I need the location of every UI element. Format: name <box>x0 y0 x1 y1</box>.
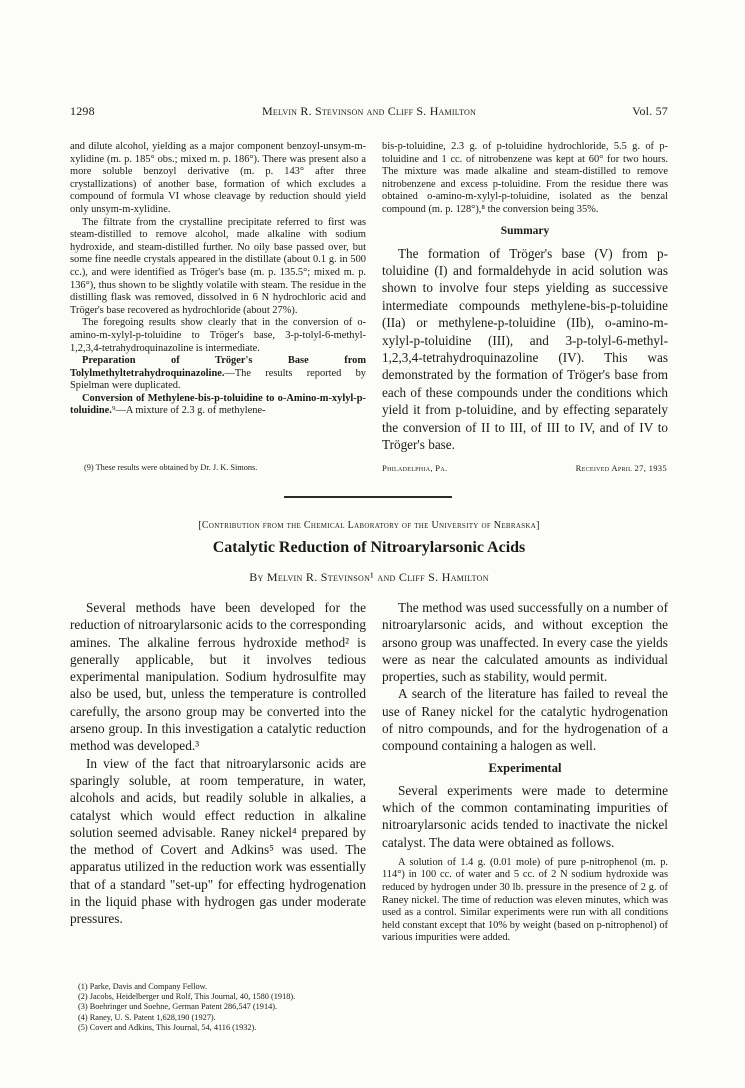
article-title: Catalytic Reduction of Nitroarylarsonic Acids <box>212 539 526 556</box>
footnote: (9) These results were obtained by Dr. J. K. Simons. <box>84 463 258 472</box>
paragraph-text: —The results reported by Spielman were duplicated. <box>70 367 366 392</box>
prev-article-left-column <box>70 141 366 418</box>
paragraph: The filtrate from the crystalline precipitate referred to first was steam-distilled to remove alcohol, made alkaline with sodium hydroxide, and steam-distilled further. No oily base passed over, but some fine needle crystals appeared in the distillate (about 0.1 g. in 500 cc.), and were identified as Tröger's base (m. p. 135.5°; mixed m. p. 136°), thus shown to be slightly volatile with steam. The residue in the distilling flask was removed, dissolved in 6 N hydrochloric acid and Tröger's base recovered as hydrochloride (about 27%). <box>70 216 366 316</box>
paragraph: Several methods have been developed for the reduction of nitroarylarsonic acids to the corresponding amines. The alkaline ferrous hydroxide method² is generally applicable, but it involves tedious experimental manipulation. Sodium hydrosulfite may also be used, but, unless the temperature is controlled carefully, the arsono group may be converted into the arseno group. In this investigation a catalytic reduction method was developed.³ <box>70 600 366 754</box>
paragraph <box>70 355 366 393</box>
received-date: Received April 27, 1935 <box>575 463 667 473</box>
paragraph: The foregoing results show clearly that in the conversion of o-amino-m-xylyl-p-toluidine to Tröger's base, 3-p-tolyl-6-methyl-1,2,3,4-tetrahydroquinazoline is intermediate. <box>70 317 366 354</box>
paragraph: A search of the literature has failed to reveal the use of Raney nickel for the catalytic hydrogenation of nitro compounds, and for the hydrogenation of a compound containing a halogen as well. <box>382 686 668 754</box>
footnote: (2) Jacobs, Heidelberger und Rolf, This Journal, 40, 1580 (1918). <box>78 992 296 1002</box>
paragraph: and dilute alcohol, yielding as a major component benzoyl-unsym-m-xylidine (m. p. 185° obs.; mixed m. p. 186°). There was present also a more soluble benzoyl derivative (m. p. 143° after three crystallizations) of another base, formation of which excludes a compound of formula VI whose cleavage by reduction should yield only unsym-m-xylidine. <box>70 141 366 215</box>
page-number: 1298 <box>70 104 95 118</box>
inline-heading: Preparation of Tröger's Base from Tolylmethyltetrahydroquinazoline. <box>70 355 366 379</box>
article-separator-rule <box>284 496 452 498</box>
paragraph: The method was used successfully on a number of nitroarylarsonic acids, and without exception the arsono group was unaffected. In every case the yields were as near the calculated amounts as individual properties, such as stability, would permit. <box>382 600 668 685</box>
footnote: (1) Parke, Davis and Company Fellow. <box>78 982 208 991</box>
summary-paragraph: The formation of Tröger's base (V) from p-toluidine (I) and formaldehyde in acid solution was shown to involve four steps yielding as successive intermediate compounds methylene-bis-p-toluidine (IIa) or methylene-p-toluidine (IIb), o-amino-m-xylyl-p-toluidine (III), and 3-p-tolyl-6-methyl-1,2,3,4-tetrahydroquinazoline (IV). This was demonstrated by the formation of Tröger's base from each of these compounds under the conditions which yield it from p-toluidine, and by effecting separately the conversion of II to III, of III to IV, and of IV to Tröger's base. <box>382 245 668 453</box>
inline-heading: Conversion of Methylene-bis-p-toluidine to o-Amino-m-xylyl-p-toluidine. <box>70 392 366 417</box>
paragraph-text: ⁹—A mixture of 2.3 g. of methylene- <box>111 405 266 417</box>
volume-number: Vol. 57 <box>632 104 668 118</box>
paragraph: In view of the fact that nitroarylarsonic acids are sparingly soluble, at room temperature, in water, alcohols and acids, but readily soluble in alkalies, a catalyst which would effect reduction in alkaline solution seemed advisable. Raney nickel⁴ prepared by the method of Covert and Adkins⁵ was used. The apparatus utilized in the reduction work was essentially that of a standard "set-up" for effecting hydrogenation in the liquid phase with hydrogen gas under moderate pressures. <box>70 755 366 927</box>
paragraph: Several experiments were made to determine which of the common contaminating impurities of nitroarylarsonic acids tended to inactivate the nickel catalyst. The data were obtained as follows. <box>382 782 668 850</box>
footnote: (5) Covert and Adkins, This Journal, 54, 4116 (1932). <box>78 1022 257 1032</box>
author-location: Philadelphia, Pa. <box>382 463 448 473</box>
prev-article-right-column <box>382 141 668 453</box>
footnote: (4) Raney, U. S. Patent 1,628,190 (1927). <box>78 1012 216 1022</box>
page-header <box>70 104 668 122</box>
article-left-column <box>70 599 366 928</box>
summary-heading: Summary <box>500 224 550 237</box>
running-title: Melvin R. Stevinson and Cliff S. Hamilton <box>262 104 476 118</box>
experimental-heading: Experimental <box>488 760 562 775</box>
article-right-column <box>382 599 668 945</box>
contribution-line: [Contribution from the Chemical Laboratory of the University of Nebraska] <box>198 520 540 531</box>
paragraph <box>70 393 366 418</box>
paragraph: A solution of 1.4 g. (0.01 mole) of pure p-nitrophenol (m. p. 114°) in 100 cc. of water and 5 cc. of 2 N sodium hydroxide was reduced by hydrogen under 30 lb. pressure in the presence of 2 g. of Raney nickel. The time of reduction was eleven minutes, which was used as a control. Similar experiments were run with all conditions held constant except that 10% by weight (based on p-nitrophenol) of various impurities were added. <box>382 856 668 944</box>
paragraph: bis-p-toluidine, 2.3 g. of p-toluidine hydrochloride, 5.5 g. of p-toluidine and 1 cc. of nitrobenzene was kept at 60° for two hours. The mixture was made alkaline and steam-distilled to remove nitrobenzene and excess p-toluidine. From the residue there was obtained o-amino-m-xylyl-p-toluidine, isolated as the benzal compound (m. p. 128°),⁸ the conversion being 35%. <box>382 141 668 215</box>
article-footnotes <box>78 982 368 1033</box>
footnote: (3) Boehringer und Soehne, German Patent 286,547 (1914). <box>78 1002 278 1012</box>
byline: By Melvin R. Stevinson¹ and Cliff S. Hamilton <box>249 570 489 584</box>
